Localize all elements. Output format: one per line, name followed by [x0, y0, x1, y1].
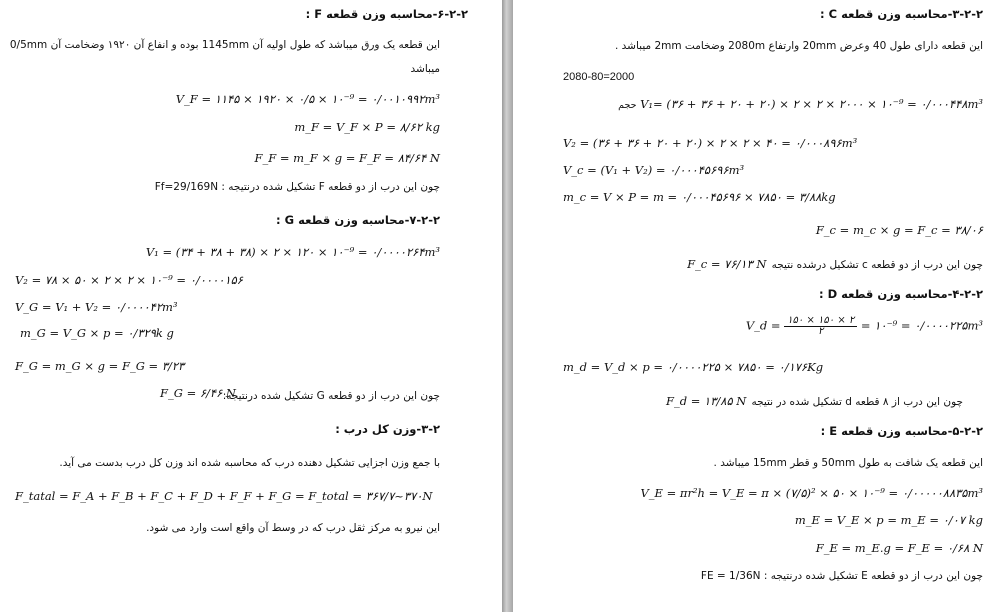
equation-mf: m_F = V_F × P = ۸/۶۲ kg	[294, 120, 440, 134]
paragraph-f-desc-cont: میباشد	[410, 63, 440, 75]
equation-fg: F_G = m_G × g = F_G = ۳/۲۳	[15, 359, 185, 373]
equation-fc-total: F_c = ۷۶/۱۳ N	[687, 257, 767, 271]
section-heading-e: ۵-۲-۲-محاسبه وزن قطعه E :	[820, 424, 983, 438]
paragraph-total-note: این نیرو به مرکز ثقل درب که در وسط آن واقع است وارد می شود.	[146, 522, 440, 534]
equation-total: F_tatal = F_A + F_B + F_C + F_D + F_F + F_G = F_total = ۳۶۷/۷~۳۷۰N	[15, 489, 433, 503]
equation-vc: V_c = (V₁ + V₂) = ۰/۰۰۰۴۵۶۹۶m³	[563, 163, 745, 177]
equation-mg: m_G = V_G × p = ۰/۳۲۹k g	[20, 326, 174, 340]
equation-v2-c: V₂ = (۳۶ + ۳۶ + ۲۰ + ۲۰) × ۲ × ۲ × ۴۰ = ۰/۰۰۰۸۹۶m³	[563, 136, 858, 150]
equation-vd-numerator: ۱۵۰ × ۱۵۰ × ۲	[784, 316, 857, 327]
paragraph-f-desc: این قطعه یک ورق میباشد که طول اولیه آن 1145mm بوده و انفاع آن ۱۹۲۰ وضخامت آن 0/5mm	[9, 39, 440, 51]
paragraph-e-result: چون این درب از دو قطعه E تشکیل شده درنتیجه : FE = 1/36N	[700, 570, 983, 582]
equation-ff: F_F = m_F × g = F_F = ۸۴/۶۴ N	[254, 151, 440, 165]
paragraph-d-result: چون این درب از ۸ قطعه d تشکیل شده در نتیجه	[751, 396, 963, 408]
c-result-line	[687, 255, 983, 271]
equation-v2-g: V₂ = ۷۸ × ۵۰ × ۲ × ۲ × ۱۰⁻⁹ = ۰/۰۰۰۰۱۵۶	[15, 273, 243, 287]
paragraph-c-result: چون این درب از دو قطعه c تشکیل درشده نتیجه	[771, 259, 983, 271]
section-heading-total: ۳-۲-وزن کل درب :	[335, 422, 440, 436]
section-heading-d: ۴-۲-۲-محاسبه وزن قطعه D :	[818, 287, 983, 301]
page-gutter	[502, 0, 513, 612]
equation-fg-total: F_G = ۶/۴۶ N	[160, 386, 236, 400]
equation-fe: F_E = m_E.g = F_E = ۰/۶۸ N	[815, 541, 983, 555]
equation-fc: F_c = m_c × g = F_c = ۳۸/۰۶	[815, 223, 983, 237]
equation-v1-c-body: V₁= (۳۶ + ۳۶ + ۲۰ + ۲۰) × ۲ × ۲ × ۲۰۰۰ × ۱۰⁻⁹ = ۰/۰۰۰۴۴۸m³	[640, 97, 983, 111]
equation-mc: m_c = V × P = m = ۰/۰۰۰۴۵۶۹۶ × ۷۸۵۰ = ۳/۸۸kg	[563, 190, 836, 204]
paragraph-g-result: چون این درب از دو قطعه G تشکیل شده درنتیجه:	[222, 390, 440, 402]
paragraph-f-result: چون این درب از دو قطعه F تشکیل شده درنتیجه : Ff=29/169N	[154, 181, 440, 193]
paragraph-total-desc: با جمع وزن اجزایی تشکیل دهنده درب که محاسبه شده اند وزن کل درب بدست می آید.	[59, 457, 440, 469]
equation-vd	[746, 316, 983, 337]
document-page-right	[513, 0, 1003, 612]
section-heading-g: ۷-۲-۲-محاسبه وزن قطعه G :	[276, 213, 440, 227]
section-heading-c: ۳-۲-۲-محاسبه وزن قطعه C :	[820, 7, 983, 21]
equation-vd-rhs: = ۱۰⁻⁹ = ۰/۰۰۰۰۲۲۵m³	[860, 318, 983, 333]
equation-md: m_d = V_d × p = ۰/۰۰۰۰۲۲۵ × ۷۸۵۰ = ۰/۱۷۶Kg	[563, 360, 824, 374]
calc-c-height: 2080-80=2000	[563, 71, 635, 83]
equation-me: m_E = V_E × p = m_E = ۰/۰۷ kg	[794, 513, 983, 527]
d-result-line	[666, 392, 963, 408]
equation-vd-fraction	[784, 316, 857, 337]
equation-fd-total: F_d = ۱۳/۸۵ N	[666, 394, 747, 408]
equation-v1-g: V₁ = (۳۴ + ۳۸ + ۳۸) × ۲ × ۱۲۰ × ۱۰⁻⁹ = ۰/۰۰۰۰۲۶۴m³	[145, 245, 440, 259]
paragraph-e-desc: این قطعه یک شافت به طول 50mm و قطر 15mm میباشد .	[713, 457, 983, 469]
equation-v1-c-label: حجم	[618, 100, 637, 111]
equation-ve: V_E = πr²h = V_E = π × (۷/۵)² × ۵۰ × ۱۰⁻⁹ = ۰/۰۰۰۰۰۸۸۳۵m³	[640, 486, 983, 500]
equation-v1-c	[618, 99, 983, 111]
paragraph-c-desc: این قطعه دارای طول 40 وعرض 20mm وارتفاع 2080m وضخامت 2mm میباشد .	[614, 40, 983, 52]
equation-vd-lhs: V_d =	[745, 318, 781, 333]
equation-vd-denominator: ۲	[818, 326, 824, 337]
equation-vf: V_F = ۱۱۴۵ × ۱۹۲۰ × ۰/۵ × ۱۰⁻⁹ = ۰/۰۰۱۰۹۹۲m³	[175, 92, 440, 106]
section-heading-f: ۶-۲-۲-محاسبه وزن قطعه F :	[305, 7, 468, 21]
equation-vg: V_G = V₁ + V₂ = ۰/۰۰۰۰۴۲m³	[15, 300, 178, 314]
